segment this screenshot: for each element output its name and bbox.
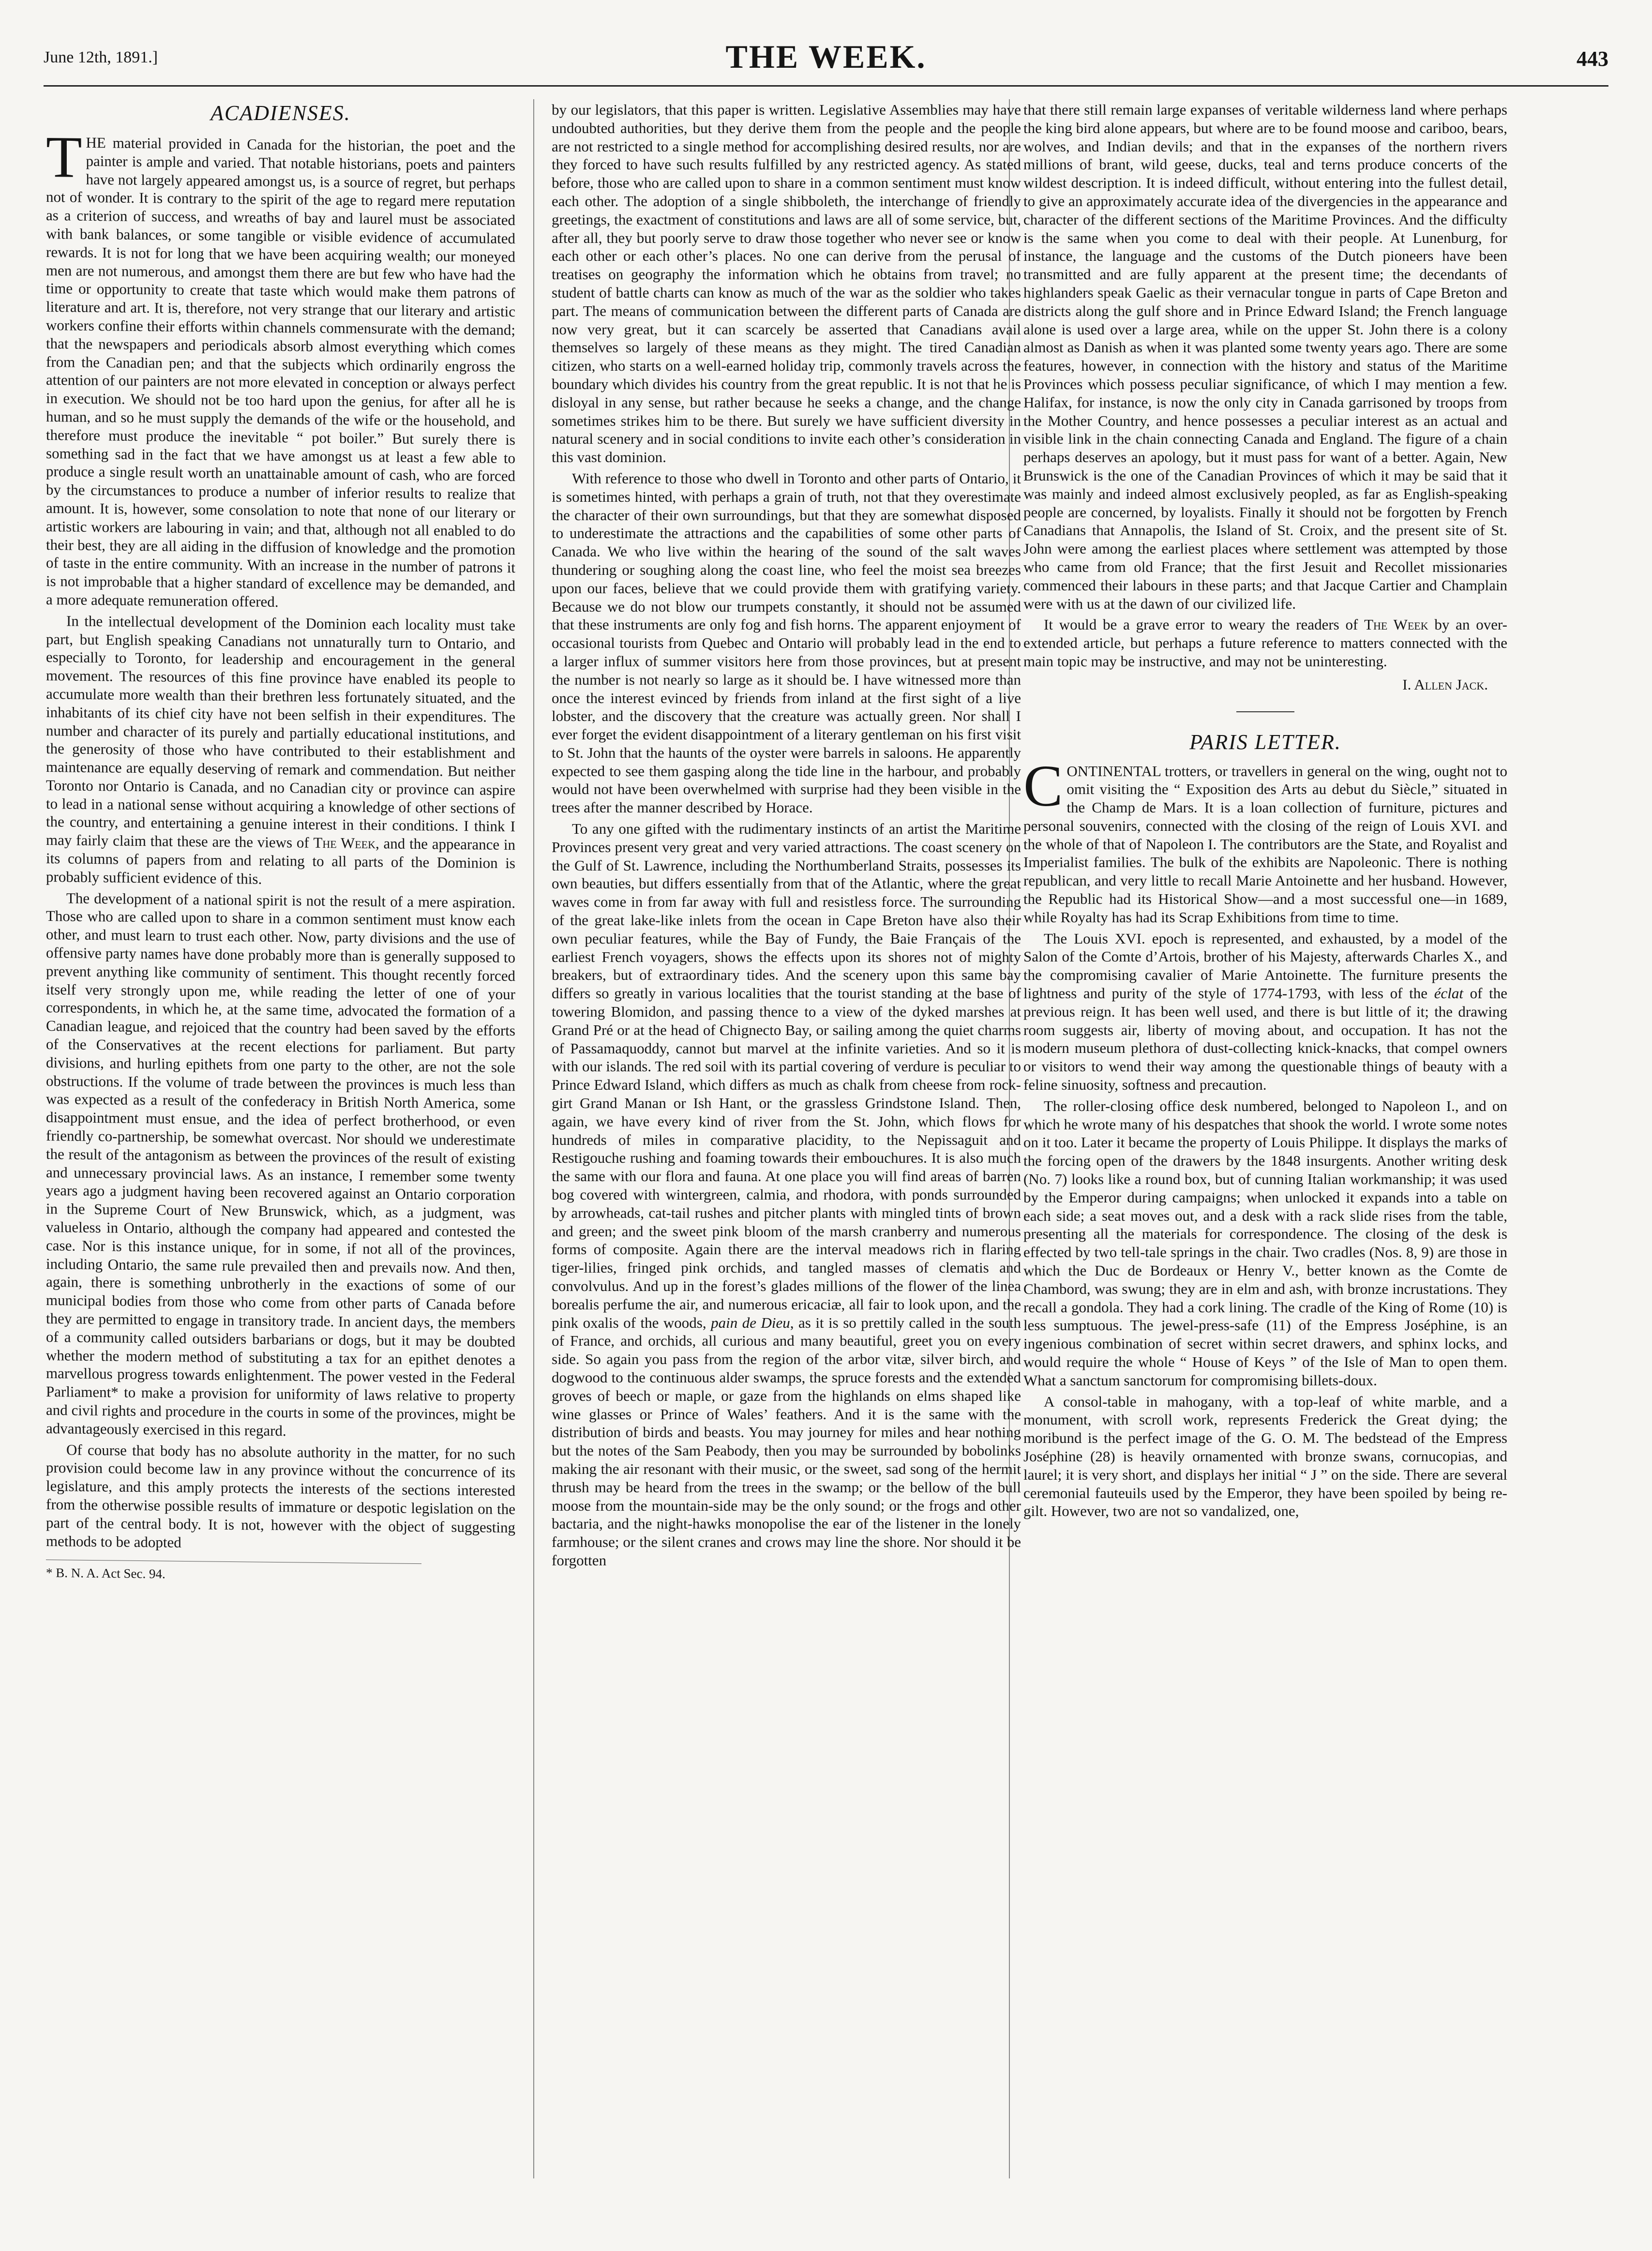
paragraph (46, 612, 515, 891)
issue-date: June 12th, 1891.] (44, 48, 158, 66)
paragraph-text: It would be a grave error to weary the readers of (1044, 616, 1358, 633)
column-middle (552, 101, 1021, 2222)
footnote: * B. N. A. Act Sec. 94. (46, 1560, 421, 1586)
article-body-acadienses (46, 124, 515, 1587)
section-divider (1236, 711, 1294, 712)
publication-title: THE WEEK. (725, 38, 927, 75)
paragraph: Of course that body has no absolute authority in the matter, for no such provision could become law in any province without the concurrence of its legislature, and this amply protects the interests of the sections interested from the otherwise possible results of immature or despotic legislation on the part of the central body. It is not, however with the object of suggesting methods to be adopted (46, 1441, 515, 1551)
italic-phrase: pain de Dieu (711, 1314, 790, 1331)
column-left (46, 101, 515, 2222)
paragraph (1023, 753, 1507, 927)
paragraph-text: , and the appearance in its columns of papers from and relating to all parts of the Dominion is probably sufficient evidence of this. (46, 835, 515, 887)
drop-cap: C (1023, 753, 1063, 819)
paragraph-text: The Louis XVI. epoch is represented, and exhausted, by a model of the Salon of the Comte d’Artois, brother of his Majesty, afterwards Charles X., and the compromising cavalier of Marie Antoinette. The furniture presents the lightness and purity of the style of 1774-1793, with less of the (1023, 930, 1507, 1002)
paragraph: The roller-closing office desk numbered, belonged to Napoleon I., and on which he wrote many of his despatches that shook the world. I wrote some notes on it too. Later it became the property of Louis Philippe. It displays the marks of the forcing open of the drawers by the 1848 insurgents. Another writing desk (No. 7) looks like a round box, but of cunning Italian workmanship; it was used by the Emperor during campaigns; when unlocked it expands into a table on each side; a seat moves out, and a desk with a rack slide rises from the table, presenting all the materials for correspondence. The closing of the desk is effected by two tell-tale springs in the chair. Two cradles (Nos. 8, 9) are those in which the Duc de Bordeaux or Henry V., better known as the Comte de Chambord, was swung; they are in elm and ash, with bronze incrustations. They recall a gondola. They had a cork lining. The cradle of the King of Rome (10) is less sumptuous. The jewel-press-safe (11) of the Empress Joséphine, is an ingenious combination of secret within secret drawers, and sphinx locks, and would require the whole “ House of Keys ” of the Isle of Man to open them. What a sanctum sanctorum for compromising billets-doux. (1023, 1097, 1507, 1389)
paragraph (552, 820, 1021, 1570)
masthead-rule (44, 85, 1608, 87)
paragraph-text: , as it is so prettily called in the south of France, and orchids, all curious and many beautiful, greet you on every side. So again you pass from the region of the arbor vitæ, silver birch, and dogwood to the continuous alder swamps, the spruce forests and the extended groves of beech or maple, or gaze from the highlands on elms shaped like wine glasses or Prince of Wales’ feathers. And it is the same with the distribution of birds and beasts. You may journey for miles and hear nothing but the notes of the Sam Peabody, then you may be surrounded by bobolinks making the air resonant with their music, or the sweet, sad song of the hermit thrush may be heard from the trees in the swamp; or the bellow of the bull moose from the mountain-side may be the only sound; or the frogs and other bactaria, and the night-hawks monopolise the ear of the listener in the lonely farmhouse; or the silent cranes and crows may line the shore. Nor should it be forgotten (552, 1314, 1021, 1569)
paragraph (1023, 930, 1507, 1094)
paragraph-text: by an over-extended article, but perhaps a future reference to matters connected with the main topic may be instructive, and may not be uninteresting. (1023, 616, 1507, 670)
article-title-acadienses: ACADIENSES. (210, 101, 351, 125)
article-title-paris-letter: PARIS LETTER. (1189, 730, 1341, 754)
paragraph: The development of a national spirit is not the result of a mere aspiration. Those who are called upon to share in a common sentiment must know each other, and must learn to trust each other. Now, party divisions and the use of offensive party names have done probably more than is generally supposed to prevent anything like community of sentiment. This thought recently forced itself very strongly upon me, while reading the letter of one of your correspondents, in which he, at the same time, advocated the formation of a Canadian league, and rejoiced that the country had been saved by the efforts of the Conservatives at the recent elections for parliament. But party divisions, and hurling epithets from one party to the other, are not the sole obstructions. If the volume of trade between the provinces is much less than was expected as a result of the confederacy in British North America, some disappointment must ensue, and the idea of perfect brotherhood, or even friendly co-partnership, be somewhat overcast. Nor should we underestimate the result of the antagonism as between the provinces of the result of existing and unnecessary provincial laws. As an instance, I remember some twenty years ago a judgment having been recovered against an Ontario corporation in the Supreme Court of New Brunswick, which, as a judgment, was valueless in Ontario, although the company had appeared and contested the case. Nor is this instance unique, for in some, if not all of the provinces, including Ontario, the same rule prevailed then and prevails now. And then, again, there is something unbrotherly in the exactions of some of our municipal bodies from those who come from other parts of Canada before they are permitted to engage in transitory trade. In ancient days, the members of a community called outsiders barbarians or dogs, but it may be doubted whether the modern method of substituting a tax for an epithet denotes a marvellous progress towards enlightenment. The power vested in the Federal Parliament* to make a provision for uniformity of laws relative to property and civil rights and procedure in the courts in some of the provinces, might be advantageously exercised in this regard. (46, 889, 515, 1439)
article-body-continued (1023, 101, 1507, 694)
paragraph: by our legislators, that this paper is written. Legislative Assemblies may have undoubted authorities, but they derive them from the people and the people are not restricted to a single method for accomplishing desired results, nor are they forced to have such results fulfilled by any restricted agency. As stated before, those who are called upon to share in a common sentiment must know each other. The adoption of a single shibboleth, the interchange of friendly greetings, the exactment of constitutions and laws are all of some service, but, after all, they but poorly serve to draw those together who never see or know each other or each other’s places. No one can derive from the perusal of treatises on geography the information which he obtains from travel; no student of battle charts can know as much of the war as the soldier who takes part. The means of communication between the different parts of Canada are now very great, but it can scarcely be asserted that Canadians avail themselves so largely of these means as they might. The tired Canadian citizen, who starts on a well-earned holiday trip, commonly travels across the boundary which divides his country from the great republic. It is not that he is disloyal in any sense, but rather because he seeks a change, and the change sometimes strikes him to be there. But surely we have sufficient diversity in natural scenery and in social conditions to invite each other’s consideration in this vast dominion. (552, 101, 1021, 466)
paragraph (1023, 615, 1507, 670)
column-right (1023, 101, 1507, 2222)
paragraph-text: ONTINENTAL trotters, or travellers in general on the wing, ought not to omit visiting the “ Exposition des Arts au debut du Siècle,” situated in the Champ de Mars. It is a loan collection of furniture, pictures and personal souvenirs, connected with the closing of the reign of Louis XVI. and the whole of that of Napoleon I. The contributors are the State, and Royalist and Imperialist families. The bulk of the exhibits are Napoleonic. There is nothing republican, and very little to recall Marie Antoinette and her husband. However, the Republic had its Historical Show—and a most successful one—in 1689, while Royalty has had its Scrap Exhibitions from time to time. (1023, 762, 1507, 926)
article-body-continued (552, 101, 1021, 1570)
article-body-paris-letter (1023, 753, 1507, 1521)
paragraph: that there still remain large expanses of veritable wilderness land where perhaps the king bird alone appears, but where are to be found moose and cariboo, bears, wolves, and Indian devils; and that in the expanses of the northern rivers millions of brant, wild geese, ducks, teal and terns produce concerts of the wildest description. It is indeed difficult, without entering into the fullest detail, to give an approximately accurate idea of the divergencies in the appearance and character of the different sections of the Maritime Provinces. And the difficulty is the same when you come to deal with their people. At Lunenburg, for instance, the language and the customs of the Dutch pioneers have been transmitted and are fully apparent at the present time; the decendants of highlanders speak Gaelic as their vernacular tongue in parts of Cape Breton and districts along the gulf shore and in Prince Edward Island; the French language alone is used over a large area, while on the upper St. John there is a colony almost as Danish as when it was planted some twenty years ago. There are some features, however, in connection with the history and status of the Maritime Provinces which possess peculiar significance, of which I may mention a few. Halifax, for instance, is now the only city in Canada garrisoned by troops from the Mother Country, and hence possesses a peculiar interest as an actual and visible link in the chain connecting Canada and England. The figure of a chain perhaps deserves an apology, but it must pass for want of a better. Again, New Brunswick is the one of the Canadian Provinces of which it may be said that it was mainly and indeed almost exclusively peopled, as far as English-speaking people are concerned, by loyalists. Finally it should not be forgotten by French Canadians that Annapolis, the Island of St. Croix, and the present site of St. John were among the earliest places where settlement was attempted by those who came from old France; that the first Jesuit and Recollet missionaries commenced their labours in these parts; and that Jacque Cartier and Champlain were with us at the dawn of our civilized life. (1023, 101, 1507, 612)
paragraph: A consol-table in mahogany, with a top-leaf of white marble, and a monument, with scroll work, represents Frederick the Great dying; the moribund is the perfect image of the G. O. M. The bedstead of the Empress Joséphine (28) is heavily ornamented with bronze swans, cornucopias, and laurel; it is very short, and displays her initial “ J ” on the side. There are several ceremonial fauteuils used by the Emperor, they have been spoiled by being re-gilt. However, two are not so vandalized, one, (1023, 1393, 1507, 1520)
page-number: 443 (1577, 47, 1608, 71)
drop-cap: T (46, 124, 82, 190)
paragraph-text: In the intellectual development of the Dominion each locality must take part, but English speaking Canadians not unnaturally turn to Ontario, and especially to Toronto, for leadership and encouragement in the general movement. The resources of this fine province have enabled its people to accumulate more wealth than their brethren less fortunately situated, and the inhabitants of its chief city have not been selfish in their expenditures. The number and character of its purely and partially educational institutions, and the generosity of those who have contributed to their establishment and maintenance are equally deserving of remark and commendation. But neither Toronto nor Ontario is Canada, and no Canadian city or province can aspire to lead in a national sense without acquiring a knowledge of other sections of the country, and entertaining a genuine interest in their conditions. I think I may fairly claim that these are the views of (46, 612, 515, 851)
paragraph-text: HE material provided in Canada for the historian, the poet and the painter is ample and varied. That notable historians, poets and painters have not largely appeared amongst us, is a source of regret, but perhaps not of wonder. It is contrary to the spirit of the age to regard mere reputation as a criterion of success, and wreaths of bay and laurel must be associated with bank balances, or some tangible or visible evidence of accumulated rewards. It is not for long that we have been acquiring wealth; our moneyed men are not numerous, and amongst them there are but few who have had the time or opportunity to create that taste which would make them patrons of literature and art. It is, therefore, not very strange that our literary and artistic workers confine their efforts within channels commensurate with the demand; that the newspapers and periodicals absorb almost everything which comes from the Canadian pen; and that the subjects which ordinarily engross the attention of our painters are not more elevated in conception or always perfect in execution. We should not be too hard upon the genius, for after all he is human, and so he must supply the demands of the wife or the household, and therefore must produce the inevitable “ pot boiler.” But surely there is something sad in the fact that we have amongst us at least a few able to produce a single result worth an unattainable amount of cash, who are forced by the circumstances to produce a number of inferior results to realize that amount. It is, however, some consolation to note that none of our literary or artistic workers are labouring in vain; and that, although not all enabled to do their best, they are all aiding in the diffusion of knowledge and the promotion of taste in the entire community. With an increase in the number of patrons it is not improbable that a higher standard of excellence may be demanded, and a more adequate remuneration offered. (46, 134, 515, 610)
author-signature: I. Allen Jack. (1402, 675, 1488, 693)
italic-phrase: éclat (1434, 985, 1463, 1002)
paragraph-text: To any one gifted with the rudimentary instincts of an artist the Maritime Provinces present very great and very varied attractions. The coast scenery on the Gulf of St. Lawrence, including the Northumberland Straits, possesses its own beauties, but differs essentially from that of the Atlantic, where the great waves come in from far away with full and resistless force. The surrounding of the great lake-like inlets from the ocean in Cape Breton have also their own peculiar features, while the Bay of Fundy, the Baie Français of the earliest French voyagers, shows the effects upon its shores not of mighty breakers, but of extraordinary tides. And the scenery upon this same bay differs so greatly in various localities that the tourist standing at the base of towering Blomidon, and passing thence to a view of the dyked marshes at Grand Pré or at the head of Chignecto Bay, or sailing among the quiet charms of Passamaquoddy, cannot but marvel at the infinite varieties. And so it is with our islands. The red soil with its partial covering of verdure is peculiar to Prince Edward Island, which differs as much as chalk from cheese from rock-girt Grand Manan or Ish Hant, or the grassless Grindstone Island. Then, again, we have every kind of river from the St. John, which flows for hundreds of miles in comparative placidity, to the Nepissaguit and Restigouche rushing and foaming towards their embouchures. It is also much the same with our flora and fauna. At one place you will find areas of barren bog covered with wintergreen, calmia, and rhodora, with ponds surrounded by arrowheads, cat-tail rushes and pitcher plants with mingled tints of brown and green; and the sweet pink bloom of the marsh cranberry and numerous forms of composite. Again there are the interval meadows rich in flaring tiger-lilies, fringed pink orchids, and tangled masses of clematis and convolvulus. And up in the forest’s glades millions of the flower of the linea borealis perfume the air, and numerous ericaciæ, all fair to look upon, and the pink oxalis of the woods, (552, 820, 1021, 1331)
publication-name: The Week (313, 834, 375, 852)
masthead (44, 38, 1608, 84)
paragraph (46, 124, 515, 614)
publication-name: The Week (1364, 616, 1428, 633)
column-divider (533, 99, 534, 2178)
paragraph: With reference to those who dwell in Toronto and other parts of Ontario, it is sometimes hinted, with perhaps a grain of truth, not that they overestimate the character of their own surroundings, but that they are somewhat disposed to underestimate the attractions and the capabilities of some other parts of Canada. We who live within the hearing of the sound of the salt waves thundering or soughing along the coast line, who feel the moist sea breezes upon our faces, believe that we could provide them with gratifying variety. Because we do not blow our trumpets constantly, it should not be assumed that these instruments are only fog and fish horns. The apparent enjoyment of occasional tourists from Quebec and Ontario will probably lead in the end to a larger influx of summer visitors here from those provinces, but at present the number is not nearly so large as it should be. I have witnessed more than once the interest evinced by friends from inland at the first sight of a live lobster, and the discovery that the creature was actually green. Nor shall I ever forget the evident disappointment of a literary gentleman on his first visit to St. John that the haunts of the oyster were barrels in saloons. He apparently expected to see them gasping along the tide line in the harbour, and probably would not have been overwhelmed with surprise had they been visible in the trees after the manner described by Horace. (552, 469, 1021, 816)
paragraph-text: of the previous reign. It has been well used, and there is but little of it; the drawing room suggests air, liberty of moving about, and occupation. It has not the modern museum plethora of dust-collecting knick-knacks, that compel owners or visitors to wend their way among the questionable things of beauty with a feline sinuosity, softness and precaution. (1023, 985, 1507, 1094)
